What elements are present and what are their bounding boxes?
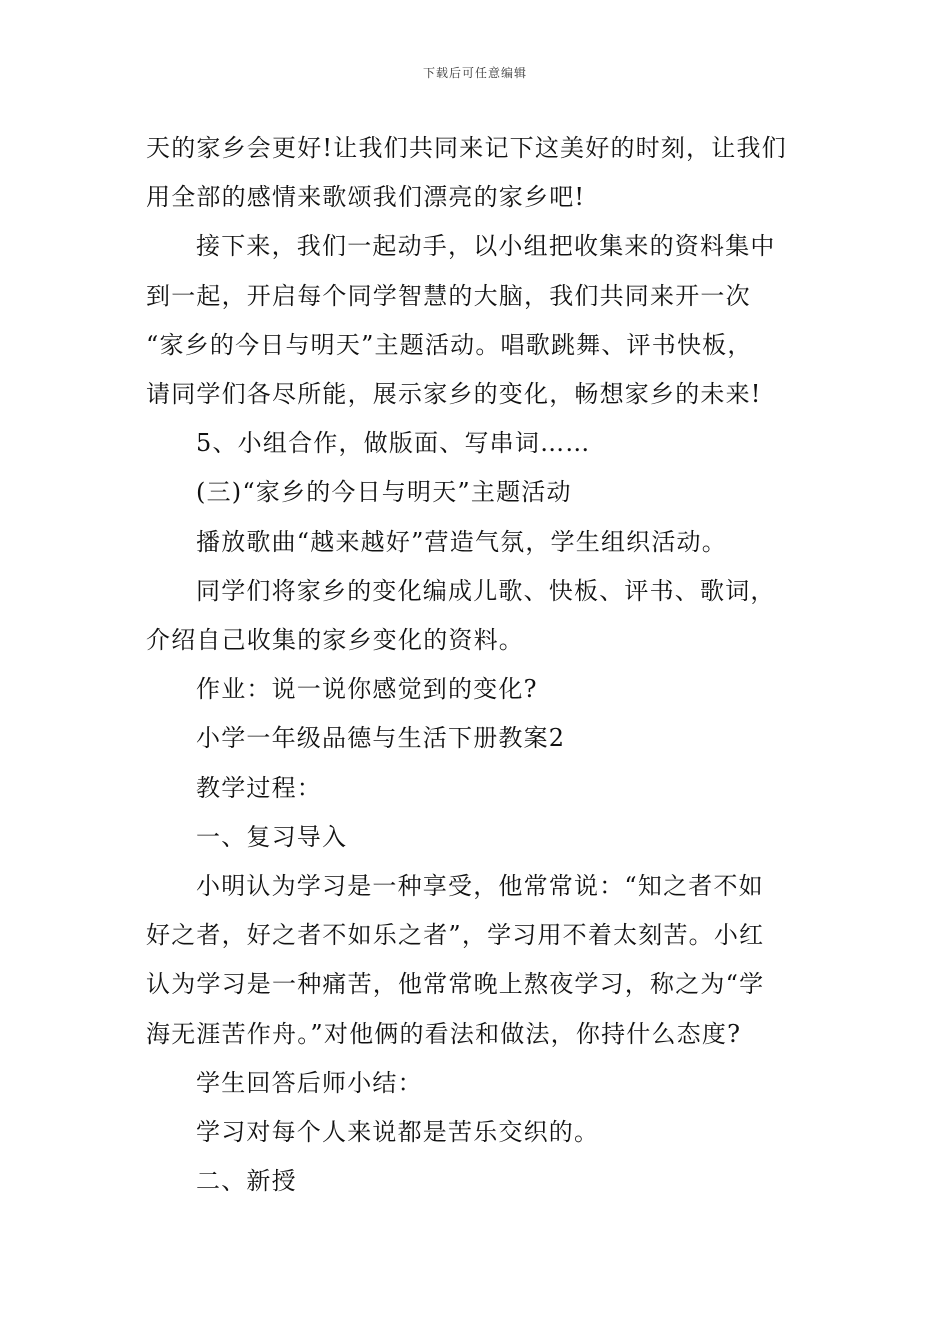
page-header: 下载后可任意编辑 (422, 66, 527, 80)
text-line: 海无涯苦作舟。”对他俩的看法和做法，你持什么态度? (146, 1019, 742, 1048)
text-line: 小明认为学习是一种享受，他常常说：“知之者不如 (196, 872, 764, 901)
text-line: 学习对每个人来说都是苦乐交织的。 (196, 1118, 600, 1147)
text-line: 作业：说一说你感觉到的变化? (196, 675, 538, 704)
text-line: “家乡的今日与明天”主题活动。唱歌跳舞、评书快板， (146, 330, 753, 359)
text-line: 请同学们各尽所能，展示家乡的变化，畅想家乡的未来! (146, 380, 762, 409)
text-line: 介绍自己收集的家乡变化的资料。 (146, 626, 524, 655)
text-line: 5、小组合作，做版面、写串词…… (196, 429, 591, 458)
text-line: 到一起，开启每个同学智慧的大脑，我们共同来开一次 (146, 281, 751, 310)
text-line: 天的家乡会更好!让我们共同来记下这美好的时刻，让我们 (146, 134, 787, 162)
text-line: 同学们将家乡的变化编成儿歌、快板、评书、歌词， (196, 576, 776, 605)
text-line: 接下来，我们一起动手，以小组把收集来的资料集中 (196, 232, 776, 261)
text-line: 教学过程： (196, 773, 322, 802)
text-line: 学生回答后师小结： (196, 1068, 423, 1097)
text-line: (三)“家乡的今日与明天”主题活动 (196, 478, 572, 507)
text-line: 播放歌曲“越来越好”营造气氛，学生组织活动。 (196, 527, 727, 556)
section-heading: 二、新授 (196, 1167, 297, 1196)
section-title: 小学一年级品德与生活下册教案2 (196, 724, 566, 753)
text-line: 用全部的感情来歌颂我们漂亮的家乡吧! (146, 183, 586, 212)
document-body (146, 124, 816, 1206)
text-line: 认为学习是一种痛苦，他常常晚上熬夜学习，称之为“学 (146, 970, 765, 999)
section-heading: 一、复习导入 (196, 822, 348, 851)
text-line: 好之者，好之者不如乐之者”，学习用不着太刻苦。小红 (146, 921, 765, 950)
